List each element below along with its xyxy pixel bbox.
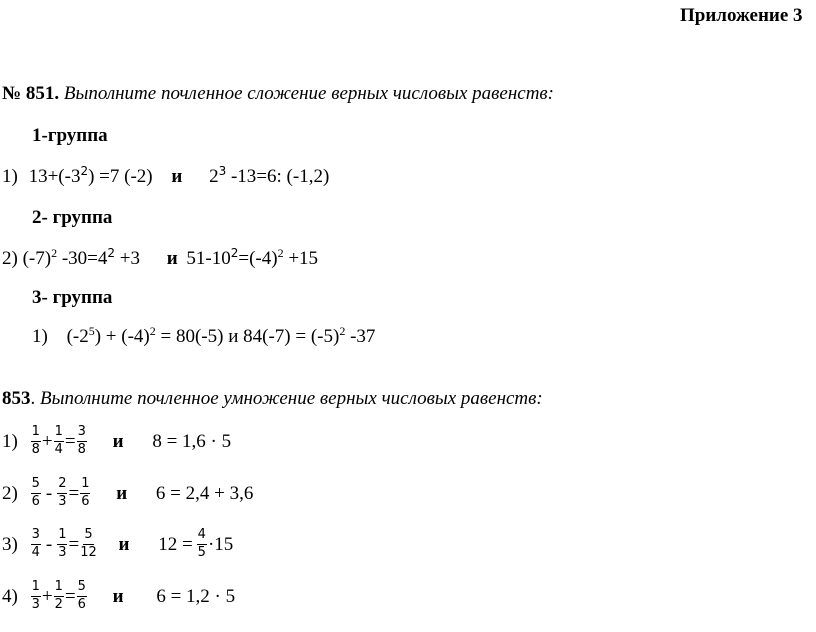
equation-rhs: 8 = 1,6 · 5 xyxy=(152,430,232,452)
fraction: $\frac{5}{12}$ xyxy=(80,527,97,560)
task-853-instruction: Выполните почленное умножение верных числовых равенств: xyxy=(40,388,543,409)
conjunction: и xyxy=(166,248,178,269)
conjunction: и xyxy=(112,430,124,452)
group-3-equations xyxy=(32,324,376,347)
group-3-title: 3- группа xyxy=(32,287,113,308)
item-number: 3) xyxy=(2,533,18,555)
item-number: 1) xyxy=(32,326,48,347)
task-853-number: 853 xyxy=(2,388,31,409)
equation-rhs: 12 = xyxy=(158,533,193,555)
conjunction: и xyxy=(116,482,128,504)
multiplication-row: 4) $\frac{1}{3}$ + $\frac{1}{2}$ = $\frac{5}{6}$ и 6 = 1,2 · 5 xyxy=(2,579,236,612)
conjunction: и xyxy=(118,533,130,555)
equation-2b: $51-10^2=(-4)^2 +15$ xyxy=(186,246,319,269)
fraction: $\frac{5}{6}$ xyxy=(77,579,86,612)
conjunction: и xyxy=(171,166,183,187)
item-number: 2) xyxy=(2,482,18,504)
fraction: $\frac{1}{3}$ xyxy=(31,579,40,612)
task-851-instruction: Выполните почленное сложение верных числовых равенств: xyxy=(63,83,555,104)
fraction: $\frac{1}{3}$ xyxy=(58,527,67,560)
group-2-title: 2- группа xyxy=(32,207,113,228)
group-1-title: 1-группа xyxy=(32,125,108,146)
multiplication-row: 1) $\frac{1}{8}$ + $\frac{1}{4}$ = $\frac{3}{8}$ и 8 = 1,6 · 5 xyxy=(2,424,232,457)
task-851-number: № 851. xyxy=(2,83,60,104)
appendix-label: Приложение 3 xyxy=(680,5,803,26)
fraction: $\frac{1}{2}$ xyxy=(54,579,63,612)
group-1-equations xyxy=(2,164,330,187)
fraction: $\frac{2}{3}$ xyxy=(58,476,67,509)
multiplication-row: 3) $\frac{3}{4}$ - $\frac{1}{3}$ = $\frac{5}{12}$ и 12 = $\frac{4}{5}$ ·15 xyxy=(2,527,234,560)
equation-1b: $2^3$ -13=6: (-1,2) xyxy=(209,164,330,187)
item-number: 4) xyxy=(2,585,18,607)
equation-1a: $13+(-3^2) =7$ (-2) xyxy=(28,164,153,187)
equation-3: $(-2^5) + (-4)^2 = 80(-5)$ и $84(-7) = (-5)^2$ -37 xyxy=(66,324,376,347)
fraction: $\frac{1}{4}$ xyxy=(54,424,63,457)
fraction: $\frac{3}{8}$ xyxy=(77,424,86,457)
equation-rhs: 6 = 1,2 · 5 xyxy=(156,585,236,607)
item-number: 2) xyxy=(2,248,18,269)
fraction: $\frac{1}{6}$ xyxy=(81,476,90,509)
fraction: $\frac{3}{4}$ xyxy=(31,527,40,560)
fraction: $\frac{4}{5}$ xyxy=(197,527,206,560)
multiplication-row: 2) $\frac{5}{6}$ - $\frac{2}{3}$ = $\frac{1}{6}$ и 6 = 2,4 + 3,6 xyxy=(2,476,254,509)
item-number: 1) xyxy=(2,166,18,187)
item-number: 1) xyxy=(2,430,18,452)
equation-2a: $(-7)^2$ $-30=4^2 +3$ xyxy=(22,246,140,269)
fraction: $\frac{5}{6}$ xyxy=(31,476,40,509)
task-851-heading xyxy=(2,84,554,103)
equation-rhs: 6 = 2,4 + 3,6 xyxy=(155,482,254,504)
task-853-heading: 853. Выполните почленное умножение верных числовых равенств: xyxy=(2,388,543,409)
fraction: $\frac{1}{8}$ xyxy=(31,424,40,457)
conjunction: и xyxy=(112,585,124,607)
group-2-equations xyxy=(2,246,319,269)
